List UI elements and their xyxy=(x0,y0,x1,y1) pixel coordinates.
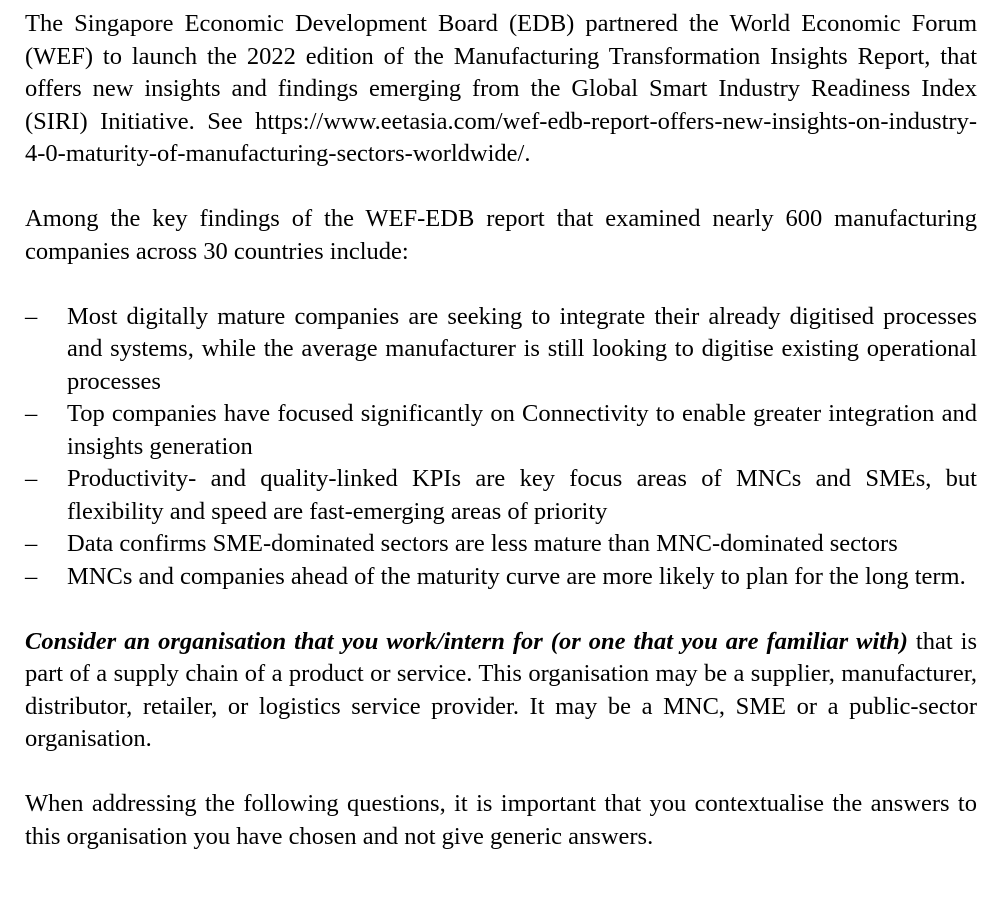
findings-lead-paragraph: Among the key findings of the WEF-EDB report that examined nearly 600 manufacturing companies across 30 countries include: xyxy=(25,205,977,265)
dash-bullet: – xyxy=(25,530,38,557)
closing-paragraph: When addressing the following questions, it is important that you contextualise the answers to this organisation you have chosen and not give generic answers. xyxy=(25,790,977,850)
list-item xyxy=(25,561,977,594)
finding-text: Most digitally mature companies are seeking to integrate their already digitised processes and systems, while the average manufacturer is still looking to digitise existing operational processes xyxy=(67,302,977,395)
consider-emphasis: Consider an organisation that you work/intern for (or one that you are familiar with) xyxy=(25,627,908,655)
paragraph-spacer xyxy=(25,171,977,204)
list-item xyxy=(25,528,977,561)
list-item xyxy=(25,301,977,399)
dash-bullet: – xyxy=(25,302,38,330)
paragraph-spacer xyxy=(25,593,977,626)
intro-paragraph: The Singapore Economic Development Board (EDB) partnered the World Economic Forum (WEF) to launch the 2022 edition of the Manufacturing Transformation Insights Report, that offers new insights and findings emerging from the Global Smart Industry Readiness Index (SIRI) Initiative. See https://www.eetasia.com/wef-edb-report-offers-new-insights-on-industry-4-0-maturity-of-manufacturing-sectors-worldwide/. xyxy=(25,10,977,167)
document-body xyxy=(25,8,977,853)
dash-bullet: – xyxy=(25,562,38,590)
finding-text: Data confirms SME-dominated sectors are less mature than MNC-dominated sectors xyxy=(67,530,898,557)
list-item xyxy=(25,463,977,528)
finding-text: Productivity- and quality-linked KPIs are key focus areas of MNCs and SMEs, but flexibility and speed are fast-emerging areas of priority xyxy=(67,465,977,525)
finding-text: MNCs and companies ahead of the maturity curve are more likely to plan for the long term. xyxy=(67,562,966,590)
dash-bullet: – xyxy=(25,400,38,427)
paragraph-spacer xyxy=(25,268,977,301)
list-item xyxy=(25,398,977,463)
consider-text: that is part of a supply chain of a product or service. This organisation may be a supplier, manufacturer, distributor, retailer, or logistics service provider. It may be a MNC, SME or a public-sector organisation. xyxy=(25,627,977,752)
paragraph-spacer xyxy=(25,756,977,789)
dash-bullet: – xyxy=(25,465,38,492)
key-findings-list xyxy=(25,301,977,594)
consider-paragraph xyxy=(25,626,977,756)
finding-text: Top companies have focused significantly on Connectivity to enable greater integration and insights generation xyxy=(67,400,977,460)
